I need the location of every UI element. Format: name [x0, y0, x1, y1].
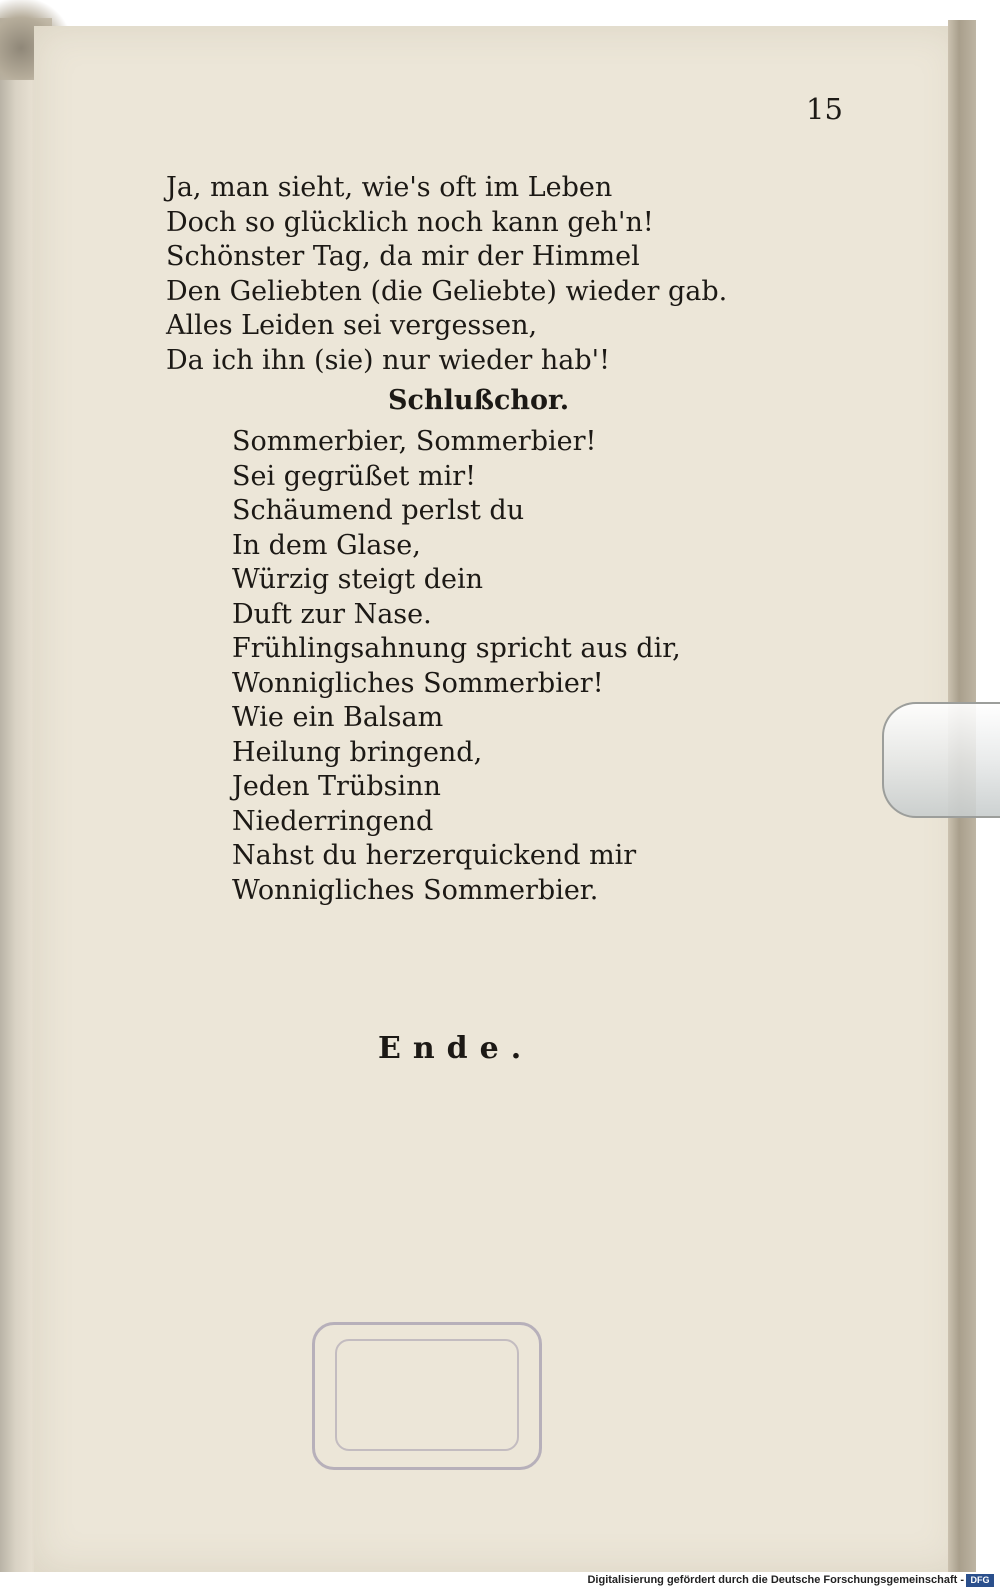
chorus-line: Wonnigliches Sommerbier! — [232, 667, 604, 699]
verse-line: Da ich ihn (sie) nur wieder hab'! — [166, 344, 610, 376]
chorus-line: Niederringend — [232, 805, 434, 837]
chorus-line: Heilung bringend, — [232, 736, 483, 768]
chorus-line: Wonnigliches Sommerbier. — [232, 874, 599, 906]
verse-line: Schönster Tag, da mir der Himmel — [166, 241, 640, 272]
chorus-line: Nahst du herzerquickend mir — [232, 840, 637, 871]
library-stamp-inner-frame — [335, 1339, 519, 1451]
library-stamp — [312, 1322, 542, 1470]
chorus-line: Duft zur Nase. — [232, 598, 432, 630]
page-number: 15 — [806, 92, 843, 126]
chorus-line: Sei gegrüßet mir! — [232, 460, 476, 492]
chorus-line: In dem Glase, — [232, 529, 421, 561]
chorus-line: Schäumend perlst du — [232, 495, 525, 526]
chorus-block — [232, 425, 681, 908]
verse-line: Doch so glücklich noch kann geh'n! — [166, 206, 654, 238]
chorus-line: Wie ein Balsam — [232, 702, 444, 733]
chorus-line: Sommerbier, Sommerbier! — [232, 426, 597, 457]
chorus-line: Würzig steigt dein — [232, 564, 484, 595]
chorus-line: Frühlingsahnung spricht aus dir, — [232, 633, 681, 664]
verse-block — [166, 171, 727, 378]
chorus-line: Jeden Trübsinn — [232, 771, 441, 802]
verse-line: Den Geliebten (die Geliebte) wieder gab. — [166, 275, 728, 307]
verse-line: Ja, man sieht, wie's oft im Leben — [166, 172, 613, 203]
verse-line: Alles Leiden sei vergessen, — [166, 310, 538, 341]
ende-text: Ende. — [378, 1031, 534, 1066]
footer-credit: Digitalisierung gefördert durch die Deutsche Forschungsgemeinschaft - — [587, 1574, 964, 1586]
chorus-heading: Schlußchor. — [388, 385, 570, 416]
glass-page-clip — [882, 702, 1000, 818]
dfg-logo: DFG — [966, 1574, 994, 1587]
